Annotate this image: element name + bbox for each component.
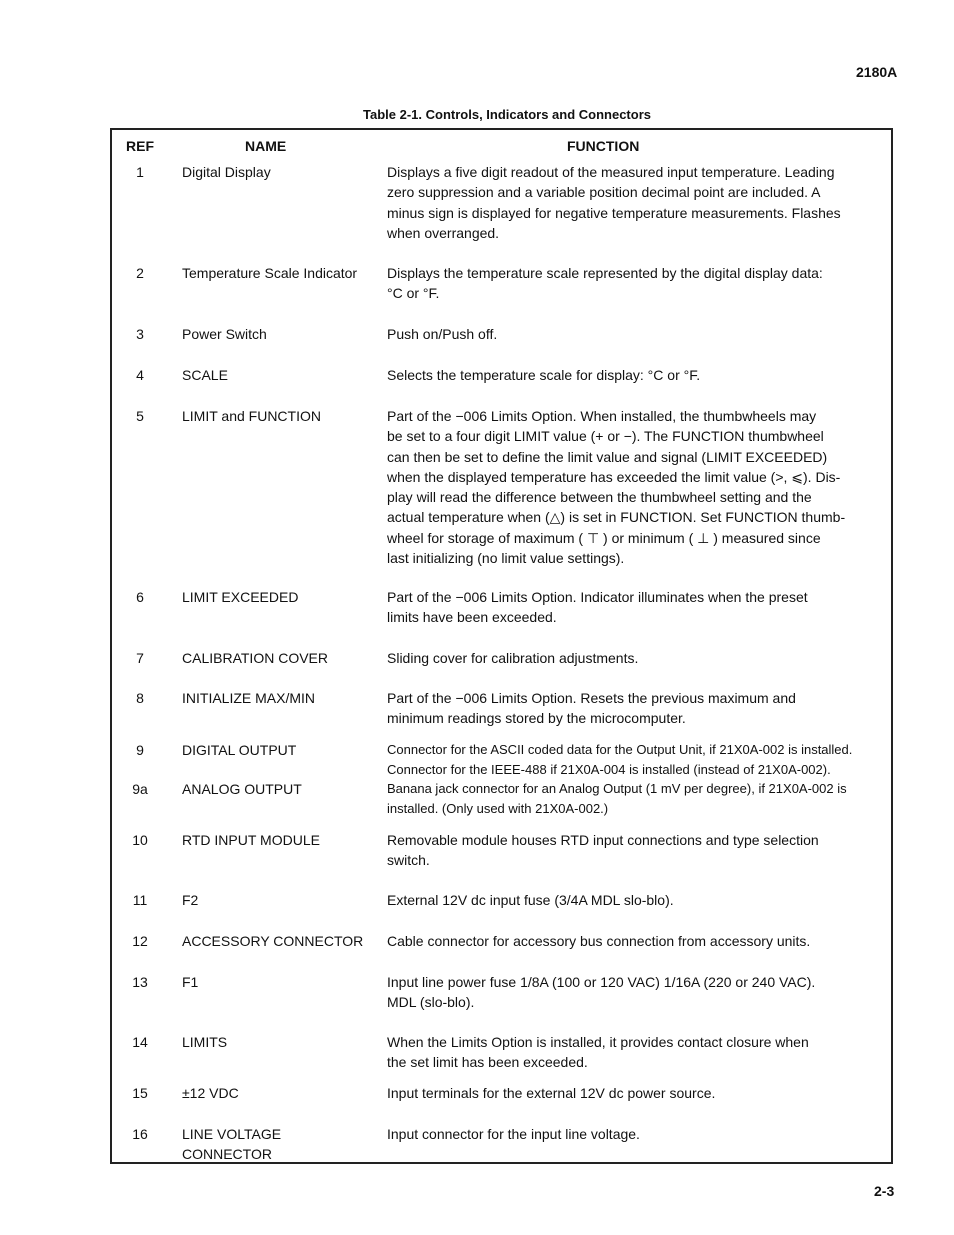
row-ref: 13 bbox=[132, 974, 148, 990]
row-name: CALIBRATION COVER bbox=[182, 650, 328, 666]
ref-column-header: REF bbox=[126, 138, 154, 154]
row-function: Input terminals for the external 12V dc power source. bbox=[387, 1085, 716, 1101]
row-function: Connector for the ASCII coded data for the Output Unit, if 21X0A-002 is installed. Connector for the IEEE-488 if 21X0A-004 is installed (instead of 21X0A-002). bbox=[387, 742, 853, 778]
row-ref: 7 bbox=[136, 650, 144, 666]
row-ref: 14 bbox=[132, 1034, 148, 1050]
row-function: Banana jack connector for an Analog Output (1 mV per degree), if 21X0A-002 is installed. (Only used with 21X0A-002.) bbox=[387, 781, 847, 817]
row-function: Cable connector for accessory bus connection from accessory units. bbox=[387, 933, 811, 949]
table-title: Table 2-1. Controls, Indicators and Connectors bbox=[363, 107, 651, 122]
name-column-header: NAME bbox=[245, 138, 287, 154]
row-ref: 11 bbox=[132, 892, 148, 908]
row-name: F2 bbox=[182, 892, 199, 908]
row-name: RTD INPUT MODULE bbox=[182, 832, 320, 848]
row-ref: 4 bbox=[136, 367, 144, 383]
row-name: INITIALIZE MAX/MIN bbox=[182, 690, 316, 706]
row-function: Sliding cover for calibration adjustments. bbox=[387, 650, 639, 666]
row-ref: 10 bbox=[132, 832, 148, 848]
row-ref: 15 bbox=[132, 1085, 148, 1101]
row-function: Part of the −006 Limits Option. Resets the previous maximum and minimum readings stored by the microcomputer. bbox=[387, 690, 796, 727]
row-ref: 8 bbox=[136, 690, 144, 706]
row-ref: 5 bbox=[136, 408, 144, 424]
row-function: Displays a five digit readout of the measured input temperature. Leading zero suppression and a variable position decimal point are included. A minus sign is displayed for negative temperature measurements. Flashes when overranged. bbox=[387, 164, 841, 241]
row-function: Input line power fuse 1/8A (100 or 120 VAC) 1/16A (220 or 240 VAC). MDL (slo-blo). bbox=[387, 974, 816, 1011]
function-column-header: FUNCTION bbox=[567, 138, 640, 154]
page-number: 2-3 bbox=[874, 1183, 895, 1199]
row-ref: 16 bbox=[132, 1126, 148, 1142]
row-name: LIMIT and FUNCTION bbox=[182, 408, 321, 424]
row-function: Input connector for the input line voltage. bbox=[387, 1126, 640, 1142]
row-function: Selects the temperature scale for display: °C or °F. bbox=[387, 367, 701, 383]
row-name: ±12 VDC bbox=[182, 1085, 239, 1101]
row-ref: 6 bbox=[136, 589, 144, 605]
row-ref: 12 bbox=[132, 933, 148, 949]
row-ref: 2 bbox=[136, 265, 144, 281]
row-function: Part of the −006 Limits Option. When installed, the thumbwheels may be set to a four digit LIMIT value (+ or −). The FUNCTION thumbwheel can then be set to define the limit value and signal (LIMIT EXCEEDED) when the displayed temperature has exceeded the limit value (>, ⩽). Dis- play will read the difference between the thumbwheel setting and the actual temperature when (△) is set in FUNCTION. Set FUNCTION thumb- wheel for storage of maximum ( ⊤ ) or minimum ( ⊥ ) measured since last initializing (no limit value settings). bbox=[387, 408, 846, 567]
row-name: LINE VOLTAGE CONNECTOR bbox=[182, 1126, 282, 1163]
row-ref: 9 bbox=[136, 742, 144, 758]
row-function: Part of the −006 Limits Option. Indicator illuminates when the preset limits have been exceeded. bbox=[387, 589, 808, 626]
row-ref: 1 bbox=[136, 164, 144, 180]
row-name: Power Switch bbox=[182, 326, 267, 342]
row-function: Push on/Push off. bbox=[387, 326, 498, 342]
row-name: SCALE bbox=[182, 367, 228, 383]
row-function: Displays the temperature scale represented by the digital display data: °C or °F. bbox=[387, 265, 823, 302]
row-name: F1 bbox=[182, 974, 199, 990]
document-id: 2180A bbox=[856, 64, 898, 80]
row-name: Digital Display bbox=[182, 164, 271, 180]
row-function: Removable module houses RTD input connections and type selection switch. bbox=[387, 832, 819, 869]
row-name: ANALOG OUTPUT bbox=[182, 781, 302, 797]
row-name: LIMITS bbox=[182, 1034, 228, 1050]
row-ref: 3 bbox=[136, 326, 144, 342]
row-function: External 12V dc input fuse (3/4A MDL slo-blo). bbox=[387, 892, 674, 908]
row-name: LIMIT EXCEEDED bbox=[182, 589, 299, 605]
row-name: DIGITAL OUTPUT bbox=[182, 742, 297, 758]
row-name: ACCESSORY CONNECTOR bbox=[182, 933, 364, 949]
row-ref: 9a bbox=[132, 781, 148, 797]
row-function: When the Limits Option is installed, it provides contact closure when the set limit has been exceeded. bbox=[387, 1034, 809, 1071]
row-name: Temperature Scale Indicator bbox=[182, 265, 358, 281]
